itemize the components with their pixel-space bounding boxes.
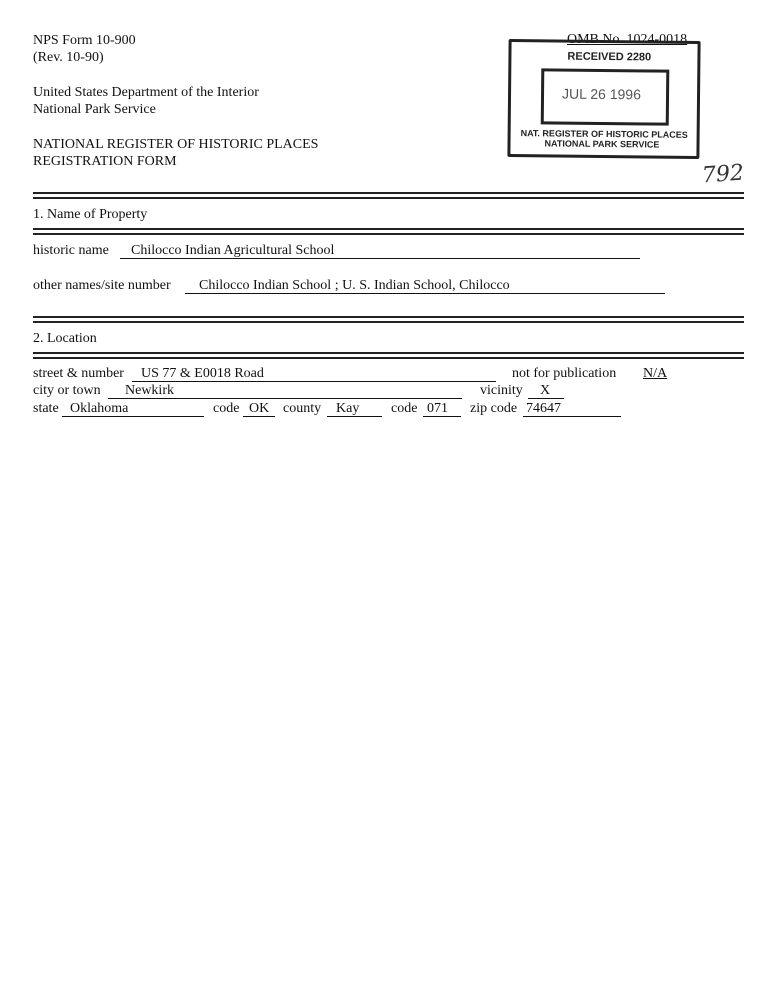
zip-label: zip code <box>470 401 518 416</box>
form-title-line1: NATIONAL REGISTER OF HISTORIC PLACES <box>33 137 319 152</box>
state-code-value: OK <box>249 401 270 416</box>
city-label: city or town <box>33 383 101 398</box>
county-value: Kay <box>336 401 360 416</box>
street-value: US 77 & E0018 Road <box>141 366 264 381</box>
vicinity-value: X <box>540 383 551 398</box>
form-revision: (Rev. 10-90) <box>33 50 104 65</box>
city-value: Newkirk <box>125 383 174 398</box>
divider <box>33 321 744 323</box>
stamp-bottom-line2: NATIONAL PARK SERVICE <box>544 138 660 150</box>
stamp-date-box <box>541 68 670 125</box>
divider <box>33 228 744 230</box>
other-names-value: Chilocco Indian School ; U. S. Indian School, Chilocco <box>199 278 510 293</box>
stamp-bottom-line1: NAT. REGISTER OF HISTORIC PLACES <box>520 128 688 140</box>
section1-heading: 1. Name of Property <box>33 207 148 222</box>
service: National Park Service <box>33 102 156 117</box>
state-value: Oklahoma <box>70 401 129 416</box>
stamp-date: JUL 26 1996 <box>561 85 642 103</box>
divider <box>33 316 744 318</box>
stamp-received: RECEIVED 2280 <box>567 50 652 64</box>
zip-value: 74647 <box>526 401 561 416</box>
county-code-value: 071 <box>427 401 448 416</box>
divider <box>33 192 744 194</box>
not-for-publication-label: not for publication <box>512 366 617 381</box>
form-title-line2: REGISTRATION FORM <box>33 154 177 169</box>
other-names-label: other names/site number <box>33 278 171 293</box>
historic-name-label: historic name <box>33 243 109 258</box>
vicinity-label: vicinity <box>480 383 523 398</box>
handwritten-number: 792 <box>701 160 745 189</box>
county-code-label: code <box>391 401 418 416</box>
state-label: state <box>33 401 59 416</box>
divider <box>33 197 744 199</box>
not-for-publication-value: N/A <box>643 366 668 381</box>
county-label: county <box>283 401 322 416</box>
omb-number: OMB No. 1024-0018 <box>567 32 688 47</box>
state-code-label: code <box>213 401 240 416</box>
divider <box>33 352 744 354</box>
department: United States Department of the Interior <box>33 85 259 100</box>
historic-name-value: Chilocco Indian Agricultural School <box>131 243 335 258</box>
form-number: NPS Form 10-900 <box>33 33 136 48</box>
divider <box>33 357 744 359</box>
section2-heading: 2. Location <box>33 331 97 346</box>
received-stamp <box>507 39 700 159</box>
divider <box>33 233 744 235</box>
street-label: street & number <box>33 366 124 381</box>
